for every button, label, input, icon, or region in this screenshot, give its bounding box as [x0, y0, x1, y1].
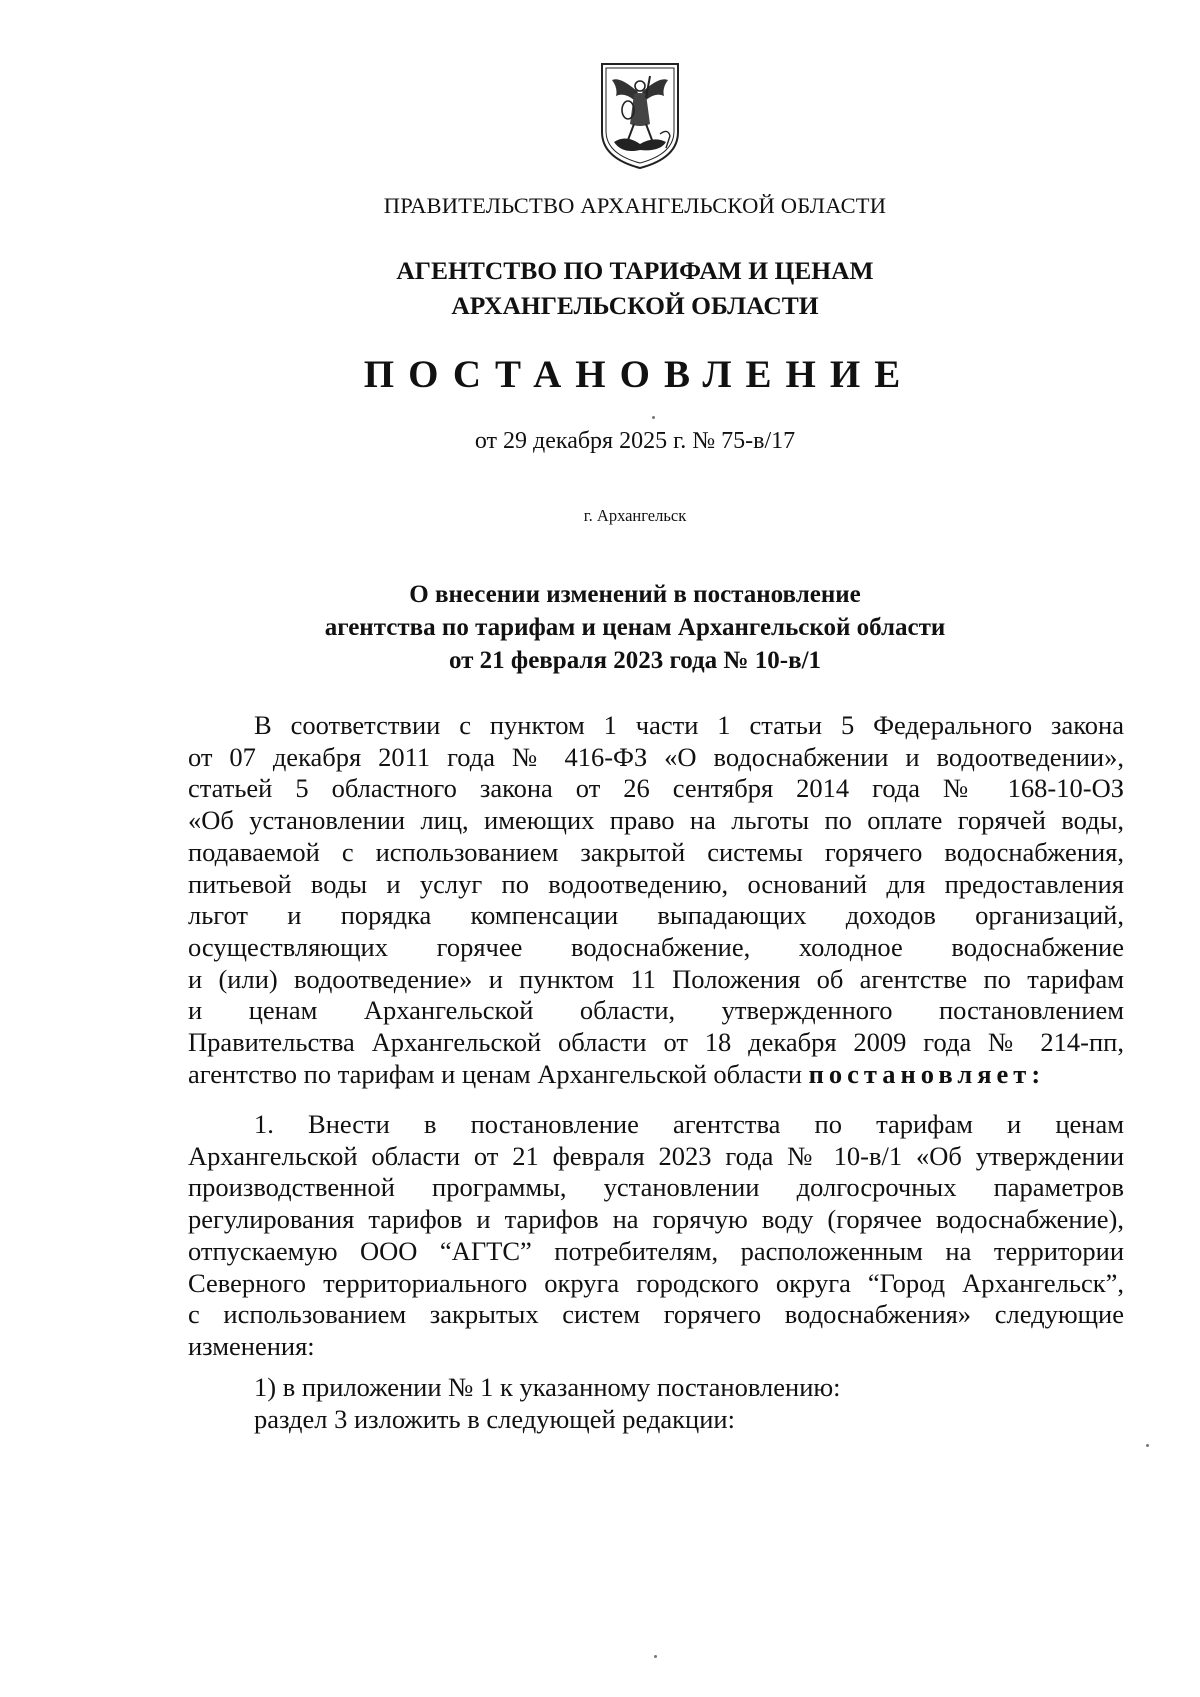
agency-title-line1: АГЕНТСТВО ПО ТАРИФАМ И ЦЕНАМ	[396, 256, 874, 285]
item-1-last-line: изменения:	[188, 1330, 315, 1361]
item-1-line: Северного территориального округа городского округа “Город Архангельск”,	[188, 1267, 1124, 1298]
subitem-line1: 1) в приложении № 1 к указанному постановлению:	[254, 1372, 841, 1402]
item-1-line: с использованием закрытых систем горячего водоснабжения» следующие	[188, 1299, 1124, 1330]
scan-speck	[1146, 1444, 1149, 1447]
document-date-number: от 29 декабря 2025 г. № 75-в/17	[474, 428, 796, 454]
preamble-line: подаваемой с использованием закрытой системы горячего водоснабжения,	[188, 836, 1124, 867]
item-1-paragraph	[188, 1109, 1124, 1363]
preamble-last-line-text: агентство по тарифам и ценам Архангельской области	[188, 1058, 809, 1089]
subject-line3: от 21 февраля 2023 года № 10-в/1	[448, 647, 822, 674]
preamble-last-line	[188, 1059, 1124, 1091]
item-1-line: регулирования тарифов и тарифов на горячую воду (горячее водоснабжение),	[188, 1204, 1124, 1235]
preamble-line: статьей 5 областного закона от 26 сентября 2014 года № 168-10-ОЗ	[188, 773, 1124, 804]
preamble-line: осуществляющих горячее водоснабжение, холодное водоснабжение	[188, 931, 1124, 962]
agency-title-line2: АРХАНГЕЛЬСКОЙ ОБЛАСТИ	[451, 291, 819, 320]
agency-title	[0, 253, 1200, 323]
subitem-line2: раздел 3 изложить в следующей редакции:	[254, 1403, 735, 1434]
preamble-line: питьевой воды и услуг по водоотведению, оснований для предоставления	[188, 868, 1124, 899]
government-title: ПРАВИТЕЛЬСТВО АРХАНГЕЛЬСКОЙ ОБЛАСТИ	[383, 193, 887, 218]
coat-of-arms-emblem	[600, 62, 680, 170]
scan-speck	[654, 1655, 657, 1658]
preamble-paragraph	[188, 710, 1124, 1090]
resolves-word: постановляет:	[808, 1058, 1046, 1089]
subject-line2: агентства по тарифам и ценам Архангельской области	[324, 614, 946, 641]
preamble-line: от 07 декабря 2011 года № 416-ФЗ «О водоснабжении и водоотведении»,	[188, 741, 1124, 772]
scan-speck	[652, 416, 655, 419]
document-type: ПОСТАНОВЛЕНИЕ	[363, 353, 915, 396]
preamble-line: льгот и порядка компенсации выпадающих доходов организаций,	[188, 900, 1124, 931]
preamble-line: «Об установлении лиц, имеющих право на льготы по оплате горячей воды,	[188, 805, 1124, 836]
item-1-line: 1. Внести в постановление агентства по тарифам и ценам	[254, 1109, 1124, 1139]
preamble-line: и ценам Архангельской области, утвержденного постановлением	[188, 995, 1124, 1026]
document-subject	[0, 578, 1200, 677]
subject-line1: О внесении изменений в постановление	[409, 581, 861, 608]
document-city: г. Архангельск	[583, 506, 687, 525]
preamble-line: и (или) водоотведение» и пунктом 11 Положения об агентстве по тарифам	[188, 963, 1124, 994]
item-1-line: производственной программы, установлении долгосрочных параметров	[188, 1172, 1124, 1203]
preamble-line: Правительства Архангельской области от 18 декабря 2009 года № 214-пп,	[188, 1027, 1124, 1058]
preamble-line: В соответствии с пунктом 1 части 1 статьи 5 Федерального закона	[254, 710, 1124, 740]
subitem-paragraph	[188, 1372, 1124, 1435]
item-1-line: отпускаемую ООО “АГТС” потребителям, расположенным на территории	[188, 1235, 1124, 1266]
item-1-line: Архангельской области от 21 февраля 2023 года № 10-в/1 «Об утверждении	[188, 1140, 1124, 1171]
